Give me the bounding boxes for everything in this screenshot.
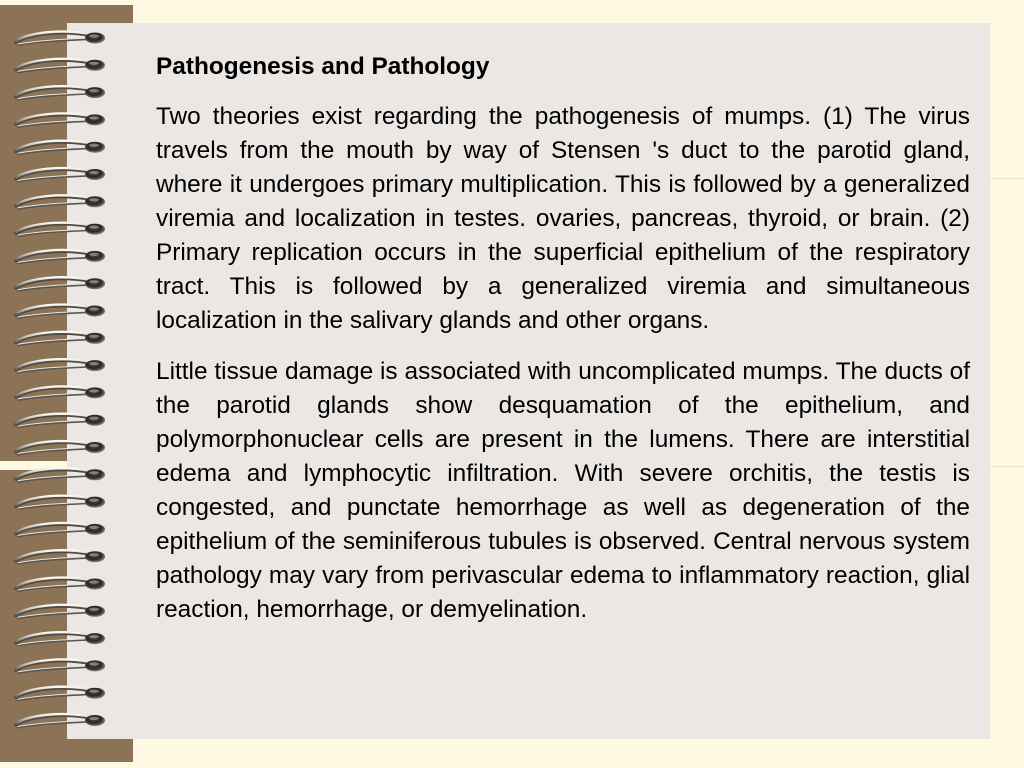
spiral-ring-icon [16, 113, 105, 126]
spiral-ring-icon [16, 332, 105, 345]
spiral-ring-icon [16, 659, 105, 672]
spiral-ring-icon [16, 59, 105, 72]
spiral-ring-icon [16, 496, 105, 509]
spiral-ring-icon [16, 250, 105, 263]
spiral-ring-icon [16, 386, 105, 399]
spiral-ring-icon [16, 223, 105, 236]
spiral-ring-icon [16, 359, 105, 372]
slide-content [156, 51, 970, 644]
spiral-ring-icon [16, 86, 105, 99]
spiral-ring-icon [16, 195, 105, 208]
spiral-ring-icon [16, 632, 105, 645]
spiral-ring-icon [16, 414, 105, 427]
spiral-ring-icon [16, 578, 105, 591]
spiral-ring-icon [16, 305, 105, 318]
spiral-ring-icon [16, 168, 105, 181]
paragraph-pathology: Little tissue damage is associated with uncomplicated mumps. The ducts of the parotid glands show desquamation of the epithelium, and polymorphonuclear cells are present in the lumens. There are interstitial edema and lymphocytic infiltration. With severe orchitis, the testis is congested, and punctate hemorrhage as well as degeneration of the epithelium of the seminiferous tubules is observed. Central nervous system pathology may vary from perivascular edema to inflammatory reaction, glial reaction, hemorrhage, or demyelination. [156, 358, 970, 623]
spiral-ring-icon [16, 605, 105, 618]
spiral-ring-icon [16, 468, 105, 481]
spiral-ring-icon [16, 32, 105, 45]
spiral-ring-icon [16, 714, 105, 727]
spiral-ring-icon [16, 523, 105, 536]
paragraph-pathogenesis: Two theories exist regarding the pathogenesis of mumps. (1) The virus travels from the mouth by way of Stensen 's duct to the parotid gland, where it undergoes primary multiplication. This is followed by a generalized viremia and localization in testes. ovaries, pancreas, thyroid, or brain. (2) Primary replication occurs in the superficial epithelium of the respiratory tract. This is followed by a generalized viremia and simultaneous localization in the salivary glands and other organs. [156, 103, 970, 334]
spiral-ring-icon [16, 141, 105, 154]
spiral-ring-icon [16, 687, 105, 700]
spiral-ring-icon [16, 441, 105, 454]
spiral-binding-rings [10, 28, 110, 740]
slide-title: Pathogenesis and Pathology [156, 53, 490, 80]
spiral-ring-icon [16, 550, 105, 563]
spiral-ring-icon [16, 277, 105, 290]
